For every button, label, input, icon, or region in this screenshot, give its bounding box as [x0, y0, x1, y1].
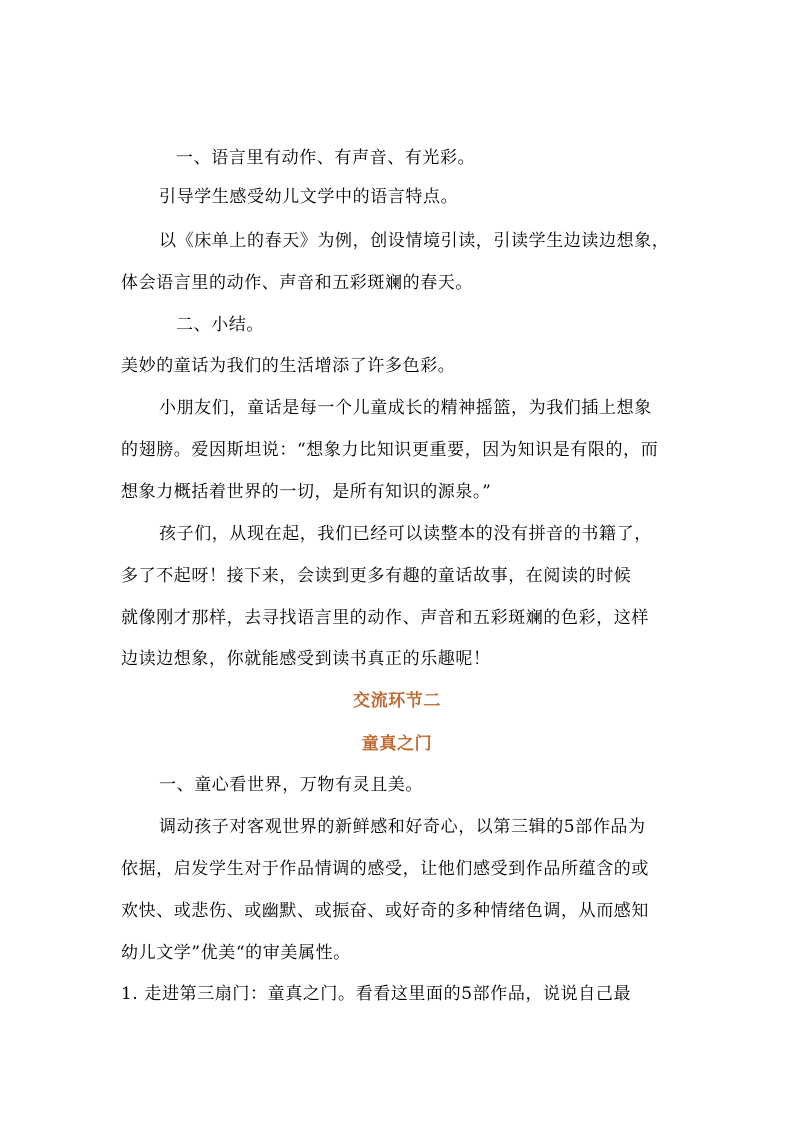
exchange-paragraph-line-4: 幼儿文学”优美“的审美属性。 — [121, 943, 351, 963]
section2-paragraph-3-line-2: 多了不起呀！接下来，会读到更多有趣的童话故事，在阅读的时候 — [121, 566, 632, 586]
exchange-point-1: 一、童心看世界，万物有灵且美。 — [159, 775, 423, 795]
exchange-subtitle: 童真之门 — [361, 734, 433, 754]
section1-heading: 一、语言里有动作、有声音、有光彩。 — [176, 148, 476, 168]
section2-heading: 二、小结。 — [176, 315, 264, 335]
section2-paragraph-2-line-2: 的翅膀。爱因斯坦说：“想象力比知识更重要，因为知识是有限的，而 — [121, 440, 659, 460]
section2-paragraph-2-line-1: 小朋友们，童话是每一个儿童成长的精神摇篮，为我们插上想象 — [159, 398, 652, 418]
section2-paragraph-1: 美妙的童话为我们的生活增添了许多色彩。 — [121, 356, 456, 376]
exchange-item-1: 1. 走进第三扇门：童真之门。看看这里面的5部作品，说说自己最 — [121, 984, 632, 1004]
exchange-paragraph-line-2: 依据，启发学生对于作品情调的感受，让他们感受到作品所蕴含的或 — [121, 859, 649, 879]
section2-paragraph-3-line-4: 边读边想象，你就能感受到读书真正的乐趣呢！ — [121, 649, 491, 669]
section1-paragraph-2-line-1: 以《床单上的春天》为例，创设情境引读，引读学生边读边想象， — [159, 231, 670, 251]
section2-paragraph-3-line-3: 就像刚才那样，去寻找语言里的动作、声音和五彩斑斓的色彩，这样 — [121, 608, 649, 628]
section1-paragraph-1: 引导学生感受幼儿文学中的语言特点。 — [159, 187, 459, 207]
section1-paragraph-2-line-2: 体会语言里的动作、声音和五彩斑斓的春天。 — [121, 273, 473, 293]
section2-paragraph-2-line-3: 想象力概括着世界的一切，是所有知识的源泉。” — [121, 482, 492, 502]
exchange-paragraph-line-3: 欢快、或悲伤、或幽默、或振奋、或好奇的多种情绪色调，从而感知 — [121, 901, 649, 921]
exchange-paragraph-line-1: 调动孩子对客观世界的新鲜感和好奇心，以第三辑的5部作品为 — [159, 817, 646, 837]
exchange-title: 交流环节二 — [353, 691, 441, 711]
section2-paragraph-3-line-1: 孩子们，从现在起，我们已经可以读整本的没有拼音的书籍了， — [159, 524, 652, 544]
